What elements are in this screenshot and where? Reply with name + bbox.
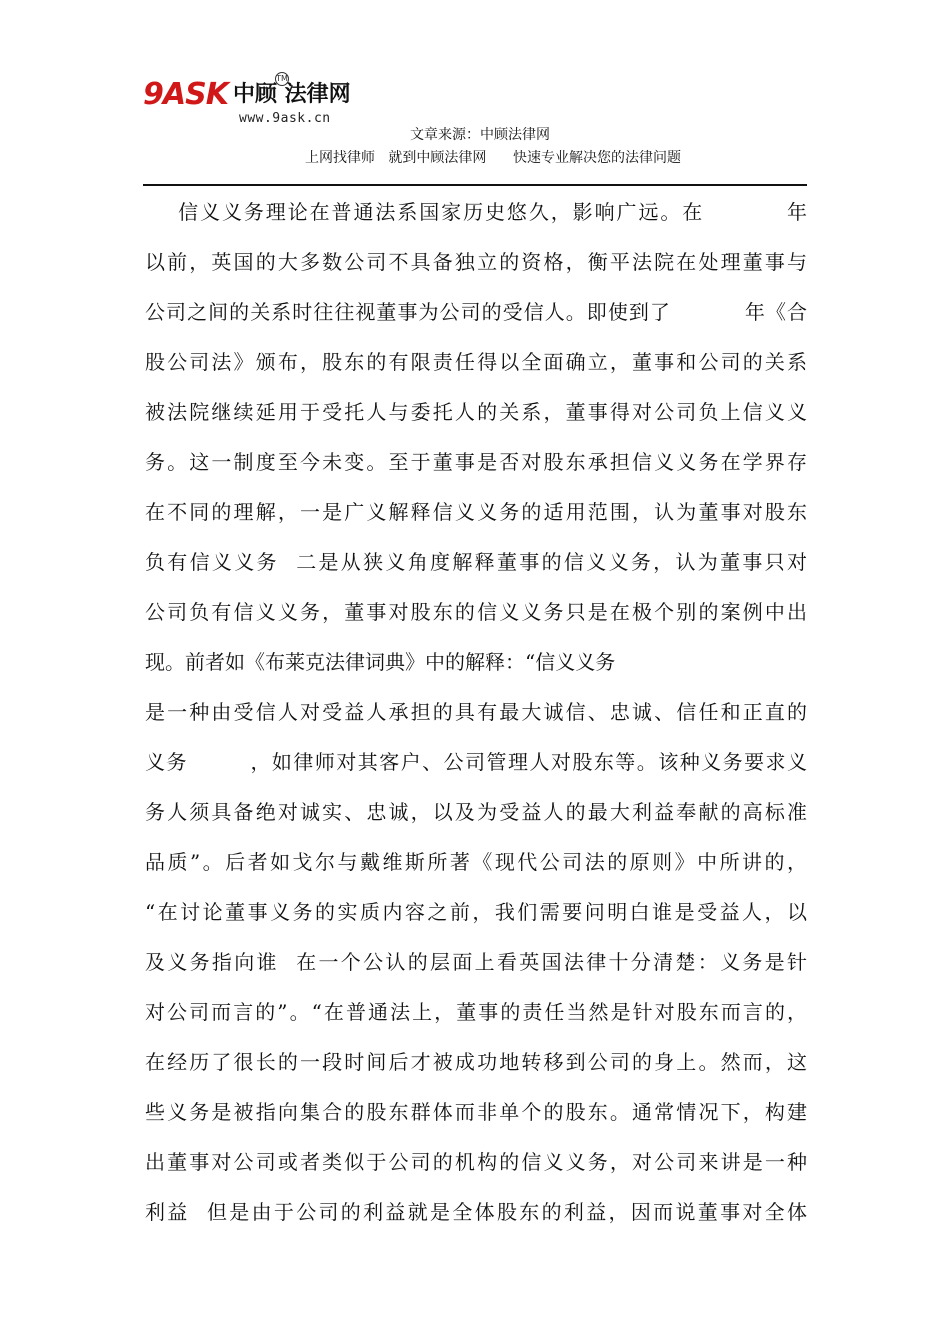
article-source: 文章来源：中顾法律网: [410, 127, 550, 143]
body-line: 及义务指向谁 在一个公认的层面上看英国法律十分清楚：义务是针: [145, 950, 807, 974]
body-line: 义务 ，如律师对其客户、公司管理人对股东等。该种义务要求义: [145, 750, 807, 774]
body-line: “在讨论董事义务的实质内容之前，我们需要问明白谁是受益人，以: [145, 900, 807, 924]
site-logo[interactable]: [143, 76, 383, 132]
logo-mark: 9ASK: [143, 77, 228, 112]
site-tagline: 上网找律师 就到中顾法律网 快速专业解决您的法律问题: [305, 150, 682, 166]
body-line: 是一种由受信人对受益人承担的具有最大诚信、忠诚、信任和正直的: [145, 700, 807, 724]
body-line: 务人须具备绝对诚实、忠诚，以及为受益人的最大利益奉献的高标准: [145, 800, 807, 824]
body-line: 信义义务理论在普通法系国家历史悠久，影响广远。在 年: [145, 200, 807, 224]
body-line: 出董事对公司或者类似于公司的机构的信义义务，对公司来讲是一种: [145, 1150, 807, 1174]
article-body: [145, 187, 807, 1237]
body-line: 现。前者如《布莱克法律词典》中的解释：“信义义务: [145, 650, 616, 674]
body-line: 负有信义义务 二是从狭义角度解释董事的信义义务，认为董事只对: [145, 550, 807, 574]
body-line: 股公司法》颁布，股东的有限责任得以全面确立，董事和公司的关系: [145, 350, 807, 374]
logo-title: 中顾 法律网: [233, 82, 351, 107]
body-line: 务。这一制度至今未变。至于董事是否对股东承担信义义务在学界存: [145, 450, 807, 474]
body-line: 在经历了很长的一段时间后才被成功地转移到公司的身上。然而，这: [145, 1050, 807, 1074]
body-line: 些义务是被指向集合的股东群体而非单个的股东。通常情况下，构建: [145, 1100, 807, 1124]
body-line: 在不同的理解，一是广义解释信义义务的适用范围，认为董事对股东: [145, 500, 807, 524]
body-line: 以前，英国的大多数公司不具备独立的资格，衡平法院在处理董事与: [145, 250, 807, 274]
body-line: 利益 但是由于公司的利益就是全体股东的利益，因而说董事对全体: [145, 1200, 807, 1224]
logo-url: www.9ask.cn: [239, 111, 331, 126]
body-line: 品质”。后者如戈尔与戴维斯所著《现代公司法的原则》中所讲的，: [145, 850, 807, 874]
body-line: 公司之间的关系时往往视董事为公司的受信人。即使到了 年《合: [145, 300, 807, 324]
header-divider: [143, 184, 807, 186]
body-line: 被法院继续延用于受托人与委托人的关系，董事得对公司负上信义义: [145, 400, 807, 424]
body-line: 公司负有信义义务，董事对股东的信义义务只是在极个别的案例中出: [145, 600, 807, 624]
body-line: 对公司而言的”。“在普通法上，董事的责任当然是针对股东而言的，: [145, 1000, 807, 1024]
trademark-icon: TM: [275, 72, 289, 86]
